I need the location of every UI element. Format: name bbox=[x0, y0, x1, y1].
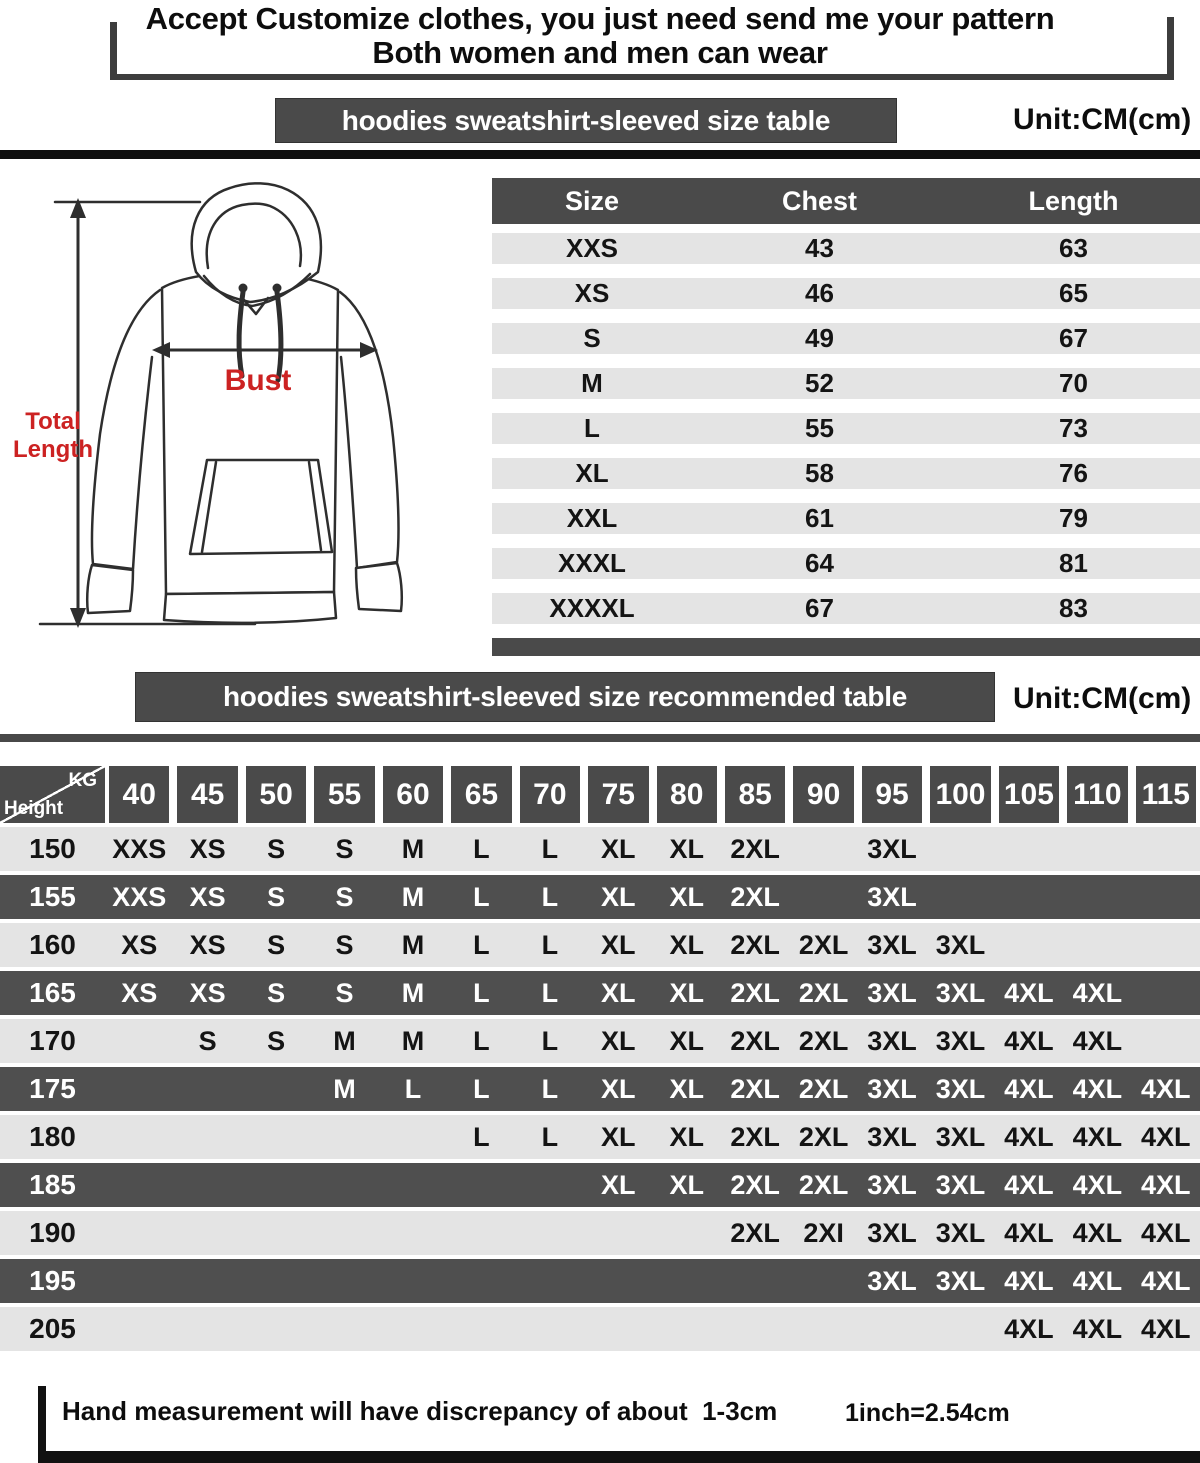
size-value-cell: 3XL bbox=[867, 1025, 917, 1056]
size-value-cell: XXS bbox=[112, 881, 167, 912]
title-bracket-right bbox=[1167, 17, 1174, 80]
title-line-2: Both women and men can wear bbox=[372, 35, 828, 70]
weight-header-cell: 50 bbox=[246, 766, 306, 823]
size-value-cell: 4XL bbox=[1004, 1073, 1054, 1104]
size-value-cell: 4XL bbox=[1004, 1217, 1054, 1248]
height-cell: 185 bbox=[29, 1169, 76, 1200]
length-cell: 81 bbox=[1059, 548, 1088, 578]
chest-cell: 61 bbox=[805, 503, 834, 533]
height-cell: 180 bbox=[29, 1121, 76, 1152]
size-table-row bbox=[492, 503, 1200, 534]
size-value-cell: 3XL bbox=[935, 1121, 986, 1152]
size-value-cell: L bbox=[473, 977, 490, 1008]
size-value-cell: 3XL bbox=[867, 833, 917, 864]
size-value-cell: L bbox=[541, 929, 559, 960]
height-cell: 165 bbox=[29, 977, 76, 1008]
size-value-cell: L bbox=[541, 881, 559, 912]
size-value-cell: 4XL bbox=[1004, 977, 1054, 1008]
corner-cell bbox=[0, 766, 105, 823]
size-cell: L bbox=[584, 413, 600, 443]
size-value-cell: 3XL bbox=[867, 1169, 917, 1200]
height-cell: 160 bbox=[29, 929, 76, 960]
corner-kg-label: KG bbox=[68, 770, 97, 791]
measurement-note: Hand measurement will have discrepancy of about 1-3cm bbox=[62, 1396, 778, 1426]
size-cell: XXL bbox=[566, 503, 618, 533]
size-value-cell: 3XL bbox=[935, 977, 986, 1008]
size-value-cell: 4XL bbox=[1004, 1121, 1054, 1152]
size-value-cell: XS bbox=[121, 929, 158, 960]
weight-header-cell: 55 bbox=[314, 766, 374, 823]
size-value-cell: S bbox=[267, 929, 286, 960]
size-value-cell: S bbox=[335, 833, 354, 864]
size-value-cell: L bbox=[473, 1073, 490, 1104]
weight-header-cell: 100 bbox=[930, 766, 990, 823]
size-value-cell: 2XL bbox=[798, 1073, 849, 1104]
height-cell: 170 bbox=[29, 1025, 76, 1056]
size-table-row bbox=[492, 278, 1200, 309]
size-value-cell: XL bbox=[601, 1121, 636, 1152]
recommended-row bbox=[0, 1259, 1200, 1303]
chest-cell: 55 bbox=[805, 413, 834, 443]
length-cell: 63 bbox=[1059, 233, 1088, 263]
size-value-cell: XS bbox=[189, 881, 226, 912]
weight-header-cell: 90 bbox=[793, 766, 853, 823]
size-value-cell: 3XL bbox=[867, 1265, 917, 1296]
size-value-cell: 3XL bbox=[935, 1217, 986, 1248]
recommended-row bbox=[0, 827, 1200, 871]
unit-label-2: Unit:CM(cm) bbox=[1013, 682, 1192, 715]
size-cell: XXS bbox=[565, 233, 619, 263]
recommended-row bbox=[0, 875, 1200, 919]
recommended-row bbox=[0, 971, 1200, 1015]
height-cell: 195 bbox=[29, 1265, 76, 1296]
size-value-cell: 4XL bbox=[1072, 1025, 1123, 1056]
size-cell: XXXL bbox=[558, 548, 626, 578]
weight-header-cell: 65 bbox=[451, 766, 511, 823]
hoodie-left-cuff bbox=[87, 565, 133, 613]
weight-header-cell: 45 bbox=[177, 766, 237, 823]
size-value-cell: S bbox=[267, 1025, 286, 1056]
size-value-cell: XL bbox=[601, 977, 636, 1008]
size-value-cell: L bbox=[473, 1121, 490, 1152]
weight-header-cell: 75 bbox=[588, 766, 648, 823]
size-table-col-size: Size bbox=[564, 185, 620, 216]
corner-height-label: Height bbox=[4, 798, 64, 819]
size-table-row bbox=[492, 458, 1200, 489]
size-table-banner bbox=[275, 98, 897, 143]
size-value-cell: 2XL bbox=[730, 881, 780, 912]
size-value-cell: XL bbox=[601, 1025, 636, 1056]
recommended-row bbox=[0, 1163, 1200, 1207]
size-value-cell: 2XL bbox=[730, 929, 780, 960]
size-cell: XS bbox=[574, 278, 610, 308]
size-value-cell: L bbox=[404, 1073, 422, 1104]
size-table bbox=[492, 178, 1200, 656]
size-value-cell: 4XL bbox=[1141, 1169, 1191, 1200]
size-value-cell: 3XL bbox=[867, 1121, 917, 1152]
size-value-cell: 2XL bbox=[798, 1025, 849, 1056]
size-value-cell: 4XL bbox=[1072, 1217, 1123, 1248]
size-value-cell: M bbox=[401, 833, 425, 864]
size-value-cell: L bbox=[473, 833, 490, 864]
size-value-cell: 2XL bbox=[730, 1025, 780, 1056]
size-value-cell: 3XL bbox=[867, 1217, 917, 1248]
recommended-row bbox=[0, 1019, 1200, 1063]
size-value-cell: L bbox=[473, 1025, 490, 1056]
size-value-cell: 2XL bbox=[730, 977, 780, 1008]
size-table-header bbox=[492, 178, 1200, 224]
size-value-cell: XL bbox=[601, 1073, 636, 1104]
size-value-cell: 2XL bbox=[730, 1169, 780, 1200]
size-value-cell: 2XL bbox=[730, 1217, 780, 1248]
weight-header-cell: 60 bbox=[383, 766, 443, 823]
recommended-row bbox=[0, 923, 1200, 967]
size-value-cell: 3XL bbox=[867, 881, 917, 912]
height-cell: 175 bbox=[29, 1073, 76, 1104]
size-cell: M bbox=[581, 368, 603, 398]
size-value-cell: 3XL bbox=[867, 977, 917, 1008]
size-value-cell: XL bbox=[669, 1025, 704, 1056]
hoodie-right-cuff bbox=[356, 563, 402, 611]
recommended-table-banner-text: hoodies sweatshirt-sleeved size recommended table bbox=[223, 681, 907, 712]
size-table-row bbox=[492, 323, 1200, 354]
size-value-cell: L bbox=[473, 881, 490, 912]
size-value-cell: 2XL bbox=[730, 1121, 780, 1152]
size-value-cell: S bbox=[267, 881, 286, 912]
size-value-cell: 4XL bbox=[1004, 1169, 1054, 1200]
size-value-cell: 3XL bbox=[935, 929, 986, 960]
recommended-table-header bbox=[0, 766, 1200, 823]
bust-label: Bust bbox=[224, 364, 292, 397]
height-cell: 205 bbox=[29, 1313, 76, 1344]
weight-header-cell: 80 bbox=[657, 766, 717, 823]
height-cell: 155 bbox=[29, 881, 76, 912]
size-value-cell: S bbox=[335, 977, 354, 1008]
size-value-cell: L bbox=[473, 929, 490, 960]
size-value-cell: 2XL bbox=[798, 1169, 849, 1200]
title-line-1: Accept Customize clothes, you just need send me your pattern bbox=[145, 1, 1055, 36]
chest-cell: 64 bbox=[805, 548, 834, 578]
size-value-cell: S bbox=[267, 977, 286, 1008]
title-bracket-underline bbox=[110, 74, 1174, 80]
length-cell: 65 bbox=[1059, 278, 1088, 308]
size-value-cell: 4XL bbox=[1141, 1217, 1191, 1248]
title-bracket-left bbox=[110, 22, 117, 80]
size-value-cell: 3XL bbox=[935, 1025, 986, 1056]
size-value-cell: 3XL bbox=[935, 1265, 986, 1296]
divider-middle bbox=[0, 734, 1200, 742]
recommended-row bbox=[0, 1067, 1200, 1111]
size-cell: S bbox=[583, 323, 601, 353]
size-value-cell: 4XL bbox=[1141, 1265, 1191, 1296]
size-table-col-chest: Chest bbox=[781, 185, 857, 216]
size-table-footer-bar bbox=[492, 638, 1200, 656]
size-value-cell: S bbox=[198, 1025, 217, 1056]
weight-header-cell: 115 bbox=[1136, 766, 1196, 823]
weight-header-cell: 110 bbox=[1067, 766, 1127, 823]
size-value-cell: XL bbox=[669, 1169, 704, 1200]
size-value-cell: XL bbox=[669, 881, 704, 912]
weight-header-cell: 105 bbox=[999, 766, 1059, 823]
recommended-row bbox=[0, 1307, 1200, 1351]
length-cell: 79 bbox=[1059, 503, 1088, 533]
size-value-cell: 2XL bbox=[798, 1121, 849, 1152]
unit-label-1: Unit:CM(cm) bbox=[1013, 103, 1192, 136]
size-value-cell: 2XL bbox=[798, 977, 849, 1008]
length-cell: 70 bbox=[1059, 368, 1088, 398]
size-value-cell: L bbox=[541, 833, 559, 864]
size-value-cell: 4XL bbox=[1141, 1073, 1191, 1104]
chest-cell: 43 bbox=[805, 233, 834, 263]
hoodie-hem bbox=[164, 592, 336, 623]
footer-bracket-bottom bbox=[38, 1451, 1200, 1463]
size-value-cell: M bbox=[333, 1025, 356, 1056]
size-value-cell: 2XI bbox=[803, 1217, 844, 1248]
hoodie-left-sleeve bbox=[92, 290, 160, 569]
size-value-cell: L bbox=[541, 1073, 559, 1104]
size-table-banner-text: hoodies sweatshirt-sleeved size table bbox=[341, 104, 831, 136]
size-table-row bbox=[492, 368, 1200, 399]
size-value-cell: S bbox=[267, 833, 286, 864]
size-cell: XXXXL bbox=[549, 593, 635, 623]
size-table-col-length: Length bbox=[1028, 185, 1119, 216]
size-value-cell: 4XL bbox=[1141, 1313, 1191, 1344]
size-value-cell: 3XL bbox=[935, 1073, 986, 1104]
size-value-cell: L bbox=[541, 1025, 559, 1056]
recommended-row bbox=[0, 1115, 1200, 1159]
length-cell: 76 bbox=[1059, 458, 1088, 488]
size-value-cell: 4XL bbox=[1072, 1073, 1123, 1104]
chest-cell: 67 bbox=[805, 593, 834, 623]
size-value-cell: L bbox=[541, 1121, 559, 1152]
height-cell: 150 bbox=[29, 833, 76, 864]
weight-header-cell: 85 bbox=[725, 766, 785, 823]
size-value-cell: M bbox=[401, 929, 425, 960]
recommended-table bbox=[0, 766, 1200, 1355]
size-value-cell: M bbox=[401, 1025, 425, 1056]
recommended-row bbox=[0, 1211, 1200, 1255]
size-value-cell: XL bbox=[669, 1073, 704, 1104]
chest-cell: 52 bbox=[805, 368, 834, 398]
size-value-cell: S bbox=[335, 881, 354, 912]
divider-top bbox=[0, 150, 1200, 159]
size-value-cell: 2XL bbox=[730, 833, 780, 864]
size-value-cell: 4XL bbox=[1072, 1169, 1123, 1200]
size-value-cell: XL bbox=[601, 929, 636, 960]
size-value-cell: M bbox=[401, 977, 425, 1008]
size-table-row bbox=[492, 413, 1200, 444]
size-value-cell: XL bbox=[669, 1121, 704, 1152]
size-value-cell: 2XL bbox=[730, 1073, 780, 1104]
size-value-cell: XXS bbox=[112, 833, 167, 864]
weight-header-cell: 95 bbox=[862, 766, 922, 823]
size-value-cell: 4XL bbox=[1004, 1313, 1054, 1344]
size-value-cell: L bbox=[541, 977, 559, 1008]
size-value-cell: S bbox=[335, 929, 354, 960]
size-value-cell: 3XL bbox=[935, 1169, 986, 1200]
inch-conversion: 1inch=2.54cm bbox=[845, 1399, 1010, 1427]
length-cell: 73 bbox=[1059, 413, 1088, 443]
size-value-cell: 3XL bbox=[867, 929, 917, 960]
size-value-cell: 4XL bbox=[1004, 1265, 1054, 1296]
size-cell: XL bbox=[575, 458, 609, 488]
size-value-cell: 4XL bbox=[1141, 1121, 1191, 1152]
length-cell: 83 bbox=[1059, 593, 1088, 623]
size-table-row bbox=[492, 548, 1200, 579]
size-value-cell: 2XL bbox=[798, 929, 849, 960]
length-cell: 67 bbox=[1059, 323, 1088, 353]
size-value-cell: XS bbox=[189, 977, 226, 1008]
size-value-cell: XS bbox=[189, 929, 226, 960]
weight-header-cell: 40 bbox=[109, 766, 169, 823]
hoodie-right-sleeve bbox=[340, 292, 398, 568]
size-value-cell: XL bbox=[601, 881, 636, 912]
size-value-cell: XL bbox=[601, 833, 636, 864]
size-value-cell: 4XL bbox=[1072, 1313, 1123, 1344]
size-value-cell: XL bbox=[669, 929, 704, 960]
weight-header-cell: 70 bbox=[520, 766, 580, 823]
size-table-row bbox=[492, 593, 1200, 624]
chest-cell: 46 bbox=[805, 278, 834, 308]
chest-cell: 58 bbox=[805, 458, 834, 488]
size-table-row bbox=[492, 233, 1200, 264]
size-value-cell: XL bbox=[601, 1169, 636, 1200]
size-value-cell: 4XL bbox=[1072, 977, 1123, 1008]
size-value-cell: 3XL bbox=[867, 1073, 917, 1104]
height-cell: 190 bbox=[29, 1217, 76, 1248]
size-value-cell: 4XL bbox=[1004, 1025, 1054, 1056]
chest-cell: 49 bbox=[805, 323, 834, 353]
size-value-cell: M bbox=[333, 1073, 356, 1104]
recommended-table-banner bbox=[135, 672, 995, 722]
size-value-cell: XS bbox=[121, 977, 158, 1008]
size-value-cell: XL bbox=[669, 977, 704, 1008]
size-value-cell: 4XL bbox=[1072, 1121, 1123, 1152]
size-value-cell: XL bbox=[669, 833, 704, 864]
size-value-cell: 4XL bbox=[1072, 1265, 1123, 1296]
size-value-cell: M bbox=[401, 881, 425, 912]
size-value-cell: XS bbox=[189, 833, 226, 864]
total-length-label: Total Length bbox=[13, 408, 93, 463]
